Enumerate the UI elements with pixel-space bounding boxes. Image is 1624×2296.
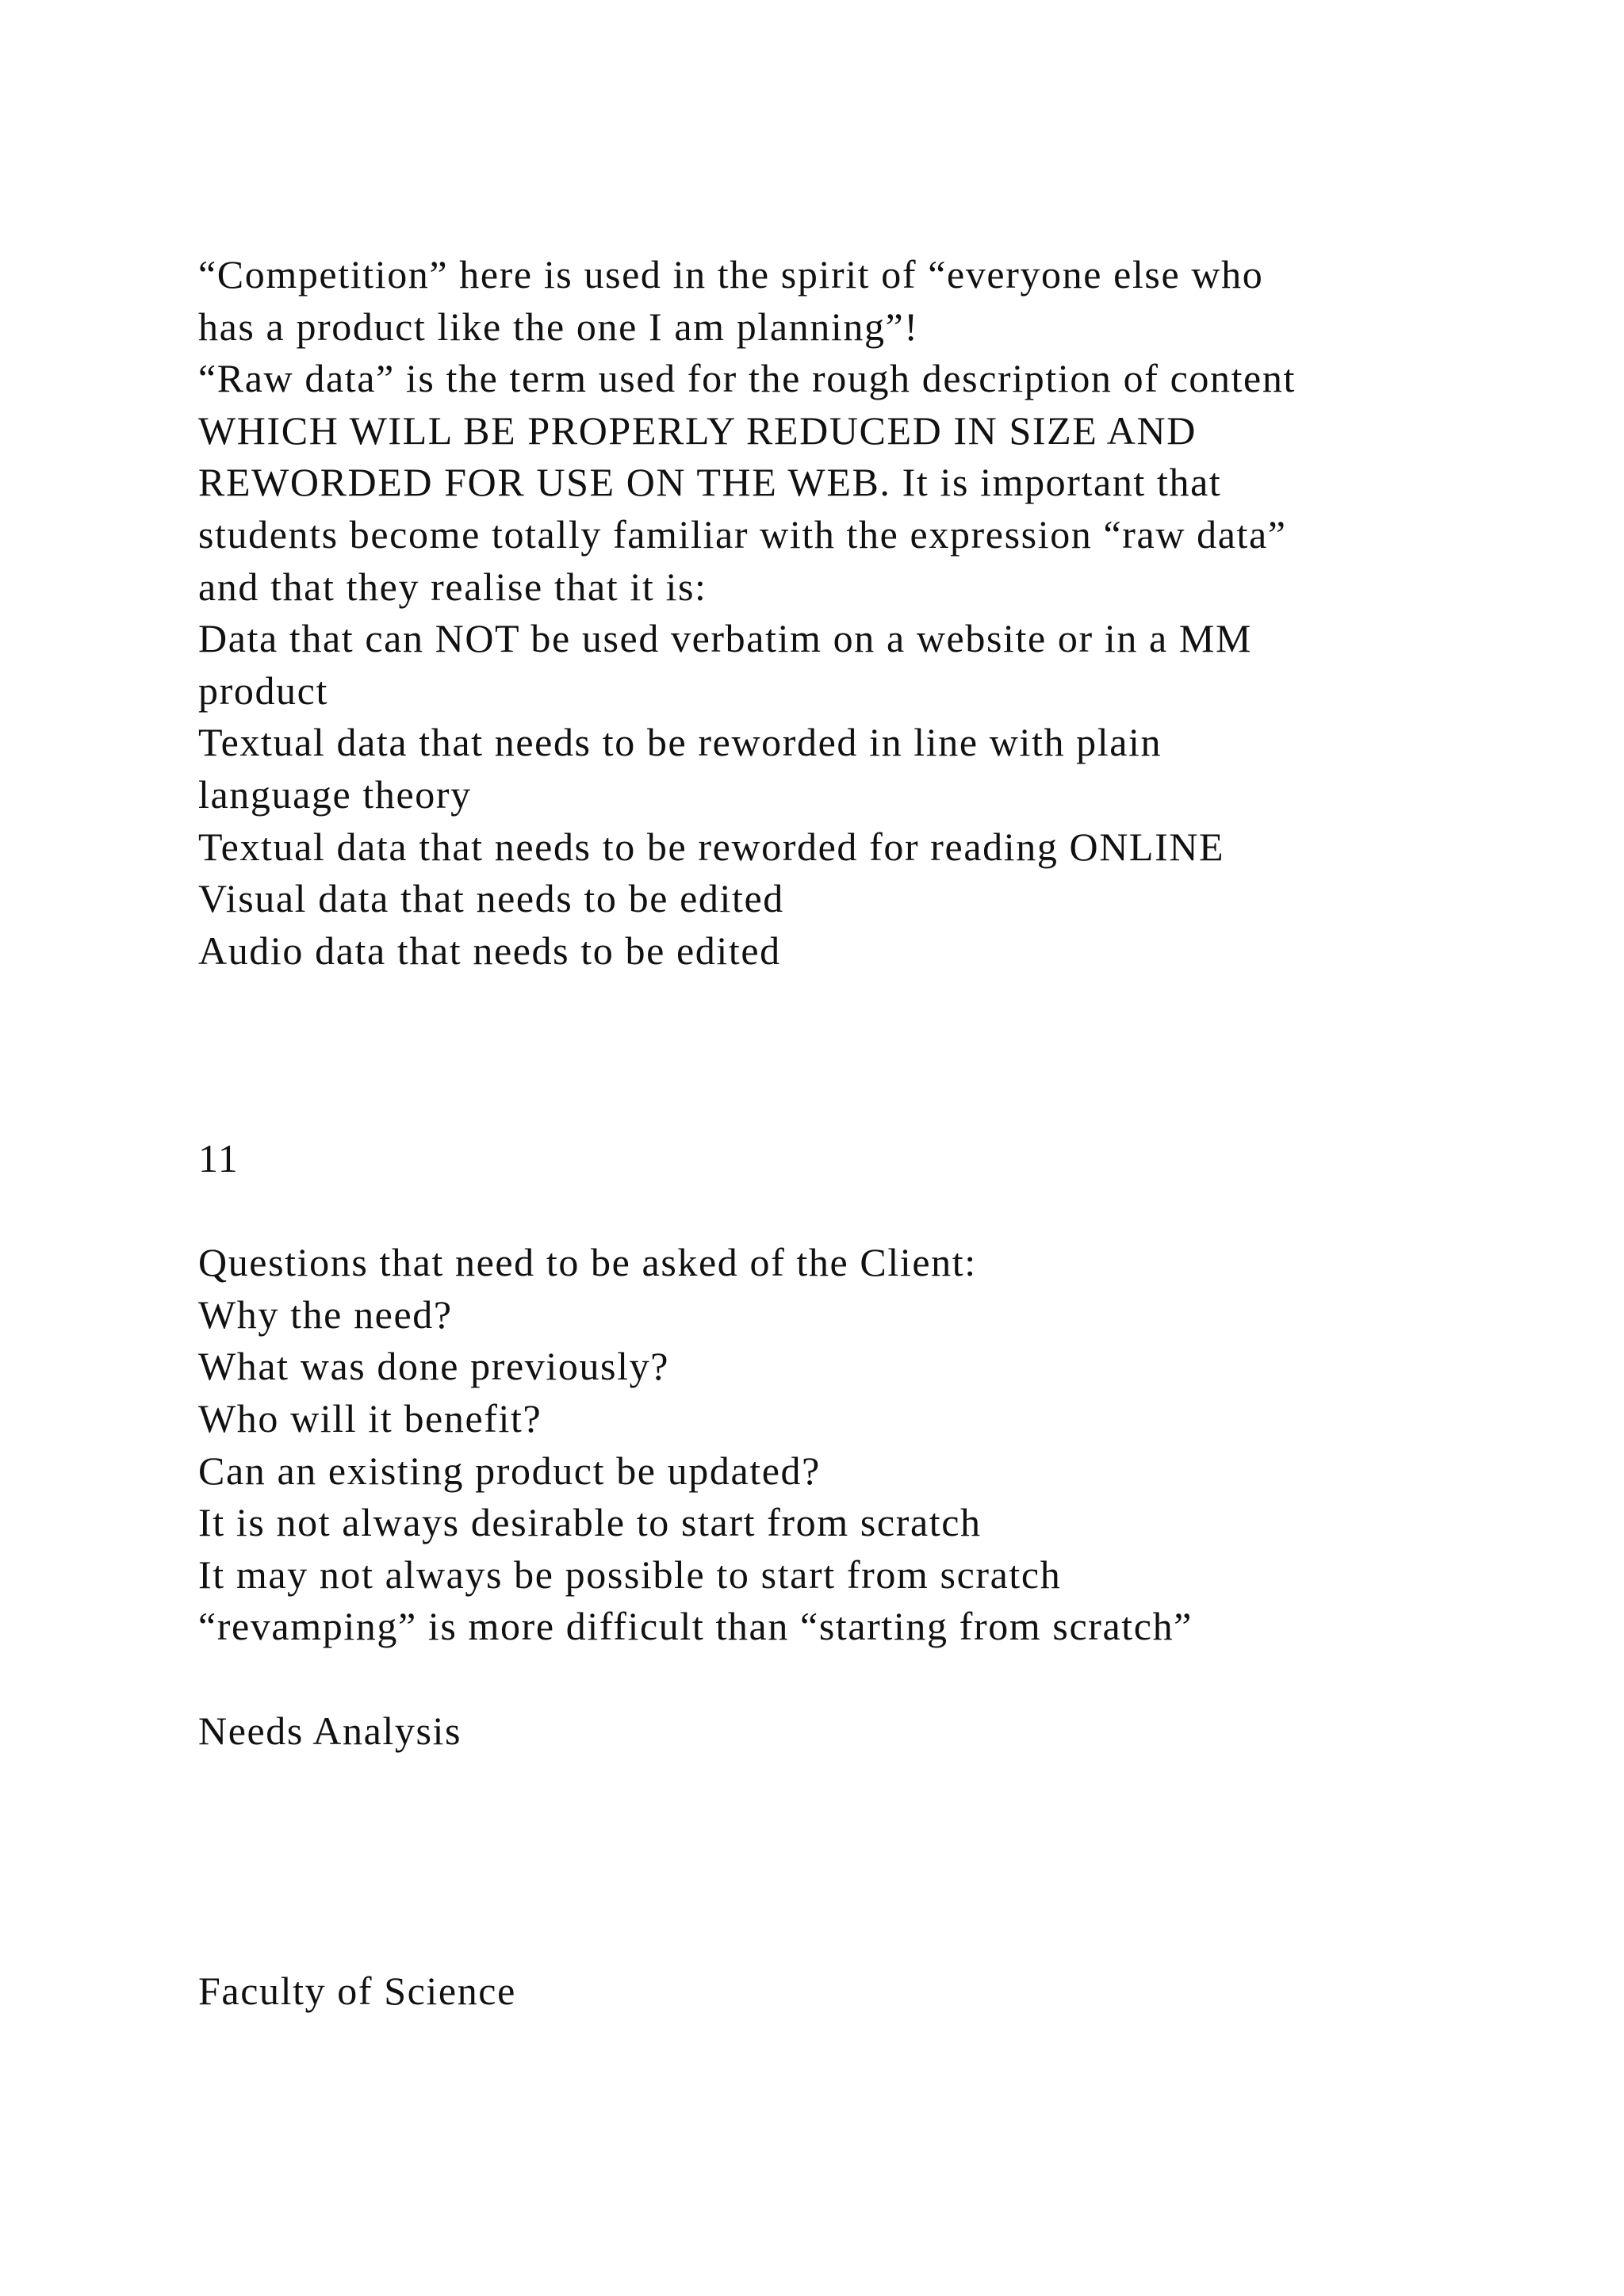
text-line: REWORDED FOR USE ON THE WEB. It is important that: [198, 460, 1222, 505]
blank-line: [198, 1653, 1467, 1705]
text-line: WHICH WILL BE PROPERLY REDUCED IN SIZE AND: [198, 408, 1197, 453]
bullet-line: Visual data that needs to be edited: [198, 876, 784, 921]
text-line: students become totally familiar with the expression “raw data”: [198, 511, 1287, 557]
bullet-line: Data that can NOT be used verbatim on a website or in a MM: [198, 616, 1253, 661]
question-line: What was done previously?: [198, 1344, 670, 1389]
document-body: [198, 249, 1467, 2017]
text-line: has a product like the one I am planning”!: [198, 304, 919, 349]
text-line: and that they realise that it is:: [198, 564, 707, 609]
slide-number: 11: [198, 1136, 239, 1181]
blank-line: [198, 977, 1467, 1029]
question-line: Why the need?: [198, 1292, 453, 1337]
bullet-line: Textual data that needs to be reworded in line with plain: [198, 720, 1162, 765]
blank-line: [198, 1185, 1467, 1238]
question-line: Can an existing product be updated?: [198, 1448, 821, 1493]
slide-title: Needs Analysis: [198, 1708, 462, 1753]
blank-line: [198, 1809, 1467, 1862]
bullet-line: Audio data that needs to be edited: [198, 928, 781, 973]
blank-line: [198, 1081, 1467, 1134]
blank-line: [198, 1029, 1467, 1081]
bullet-line: product: [198, 668, 328, 713]
text-line: “Raw data” is the term used for the rough description of content: [198, 356, 1296, 401]
question-line: It is not always desirable to start from scratch: [198, 1500, 982, 1545]
question-line: “revamping” is more difficult than “starting from scratch”: [198, 1604, 1193, 1649]
blank-line: [198, 1757, 1467, 1809]
bullet-line: language theory: [198, 771, 472, 817]
footer-faculty: Faculty of Science: [198, 1968, 516, 2013]
bullet-line: Textual data that needs to be reworded for reading ONLINE: [198, 824, 1225, 869]
question-line: Who will it benefit?: [198, 1396, 542, 1441]
question-line: It may not always be possible to start from scratch: [198, 1552, 1062, 1597]
text-line: “Competition” here is used in the spirit of “everyone else who: [198, 252, 1264, 297]
section-heading: Questions that need to be asked of the Client:: [198, 1240, 977, 1285]
blank-line: [198, 1861, 1467, 1913]
blank-line: [198, 1913, 1467, 1965]
